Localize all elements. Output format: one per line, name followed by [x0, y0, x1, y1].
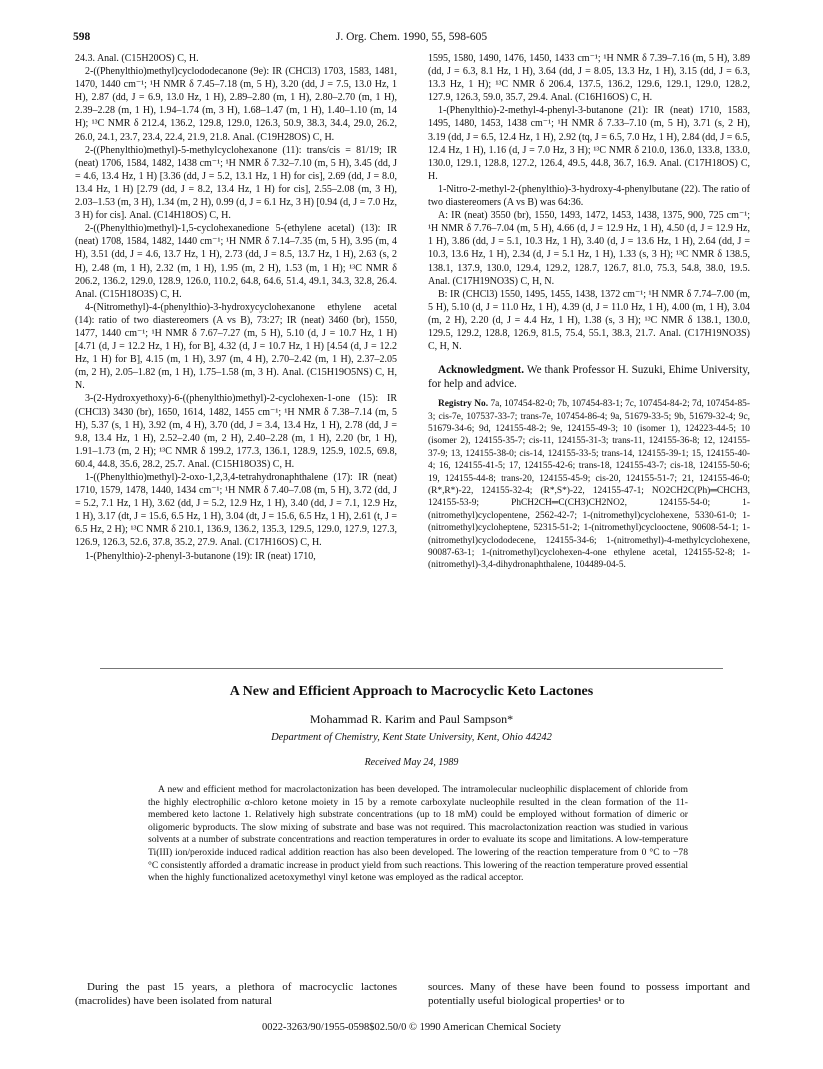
- acknowledgment: [428, 363, 750, 391]
- paragraph: 1-Nitro-2-methyl-2-(phenylthio)-3-hydroxy-4-phenylbutane (22). The ratio of two diastereomers (A vs B) was 64:36.: [428, 183, 750, 209]
- received-date: Received May 24, 1989: [364, 757, 459, 768]
- page-number: 598: [73, 31, 91, 43]
- article-title: A New and Efficient Approach to Macrocyclic Keto Lactones: [229, 684, 594, 699]
- paragraph: 1-(Phenylthio)-2-phenyl-3-butanone (19): IR (neat) 1710,: [85, 550, 316, 562]
- intro-right: sources. Many of these have been found to possess important and potentially useful biological properties¹ or to: [428, 981, 750, 1007]
- copyright-footer: 0022-3263/90/1955-0598$02.50/0 © 1990 American Chemical Society: [261, 1022, 562, 1033]
- registry-text: 7a, 107454-82-0; 7b, 107454-83-1; 7c, 107454-84-2; 7d, 107454-85-3; cis-7e, 107537-33-7; trans-7e, 107454-86-4; 9a, 51679-33-5; 9b, 51679-32-4; 9c, 51679-34-6; 9d, 124155-48-2; 9e, 124155-49-3; 10 (isomer 1), 124223-44-5; 10 (isomer 2), 124155-35-7; cis-11, 124155-31-3; trans-11, 124155-36-8; 12, 124155-37-9; 13, 124155-38-0; cis-14, 124155-33-5; trans-14, 124155-39-1; 15, 124155-40-4; 16, 124155-41-5; 17, 124155-42-6; trans-18, 124155-43-7; cis-18, 124155-50-6; 19, 124155-44-8; trans-20, 124155-45-9; cis-20, 124155-51-7; 21, 124155-46-0; (R*,R*)-22, 124155-32-4; (R*,S*)-22, 124155-47-1; NO2CH2C(Ph)═CHCH3, 124155-53-9; PhCH2CH═C(CH3)CH2NO2, 124155-54-0; 1-(nitromethyl)cyclopentene, 2562-42-7; 1-(nitromethyl)cyclohexene, 5330-61-0; 1-(nitromethyl)cycloheptene, 52315-51-2; 1-(nitromethyl)cyclooctene, 90608-54-1; 1-(nitromethyl)cyclododecene, 124155-34-6; 1-(nitromethyl)-4-methylcyclohexene, 90087-63-1; 1-(nitromethyl)cyclohexen-4-one ethylene acetal, 124155-52-8; 1-(nitromethyl)-3,4-dihydronaphthalene, 104489-04-5.: [428, 399, 750, 571]
- experimental-right-column: [428, 52, 750, 572]
- experimental-left-column: [75, 52, 397, 563]
- running-header: [73, 31, 750, 45]
- acknowledgment-heading: Acknowledgment.: [438, 364, 525, 377]
- registry-heading: Registry No.: [438, 399, 489, 410]
- abstract: A new and efficient method for macrolactonization has been developed. The intramolecular nucleophilic displacement of chloride from the highly electrophilic α-chloro ketone moiety in 15 by a remote carboxylate nucleophile resulted in the clean formation of the 11-membered keto lactone 1. Relatively high substrate concentrations (up to 18 mM) could be employed without formation of dimeric or oligomeric byproducts. The slow mixing of substrate and base was not required. This macrolactonization reaction was studied in various solvents at a number of substrate concentrations and reaction temperatures in order to evaluate its scope and limitations. A low-temperature Ti(III) ion/peroxide induced radical addition reaction has also been developed. The lowering of the reaction temperature from 0 °C to −78 °C consistently afforded a dramatic increase in product yield from such reactions. This lowering of the reaction temperature proved essential when the highly functionalized acetoxymethyl vinyl ketone was employed as the radical acceptor.: [148, 784, 688, 884]
- paragraph: 24.3. Anal. (C15H20OS) C, H.: [75, 53, 199, 64]
- paragraph: A: IR (neat) 3550 (br), 1550, 1493, 1472, 1453, 1438, 1375, 900, 725 cm⁻¹; ¹H NMR δ 7.76–7.04 (m, 5 H), 4.66 (d, J = 12.9 Hz, 1 H), 4.50 (d, J = 12.9 Hz, 1 H), 3.86 (dd, J = 5.1, 10.3 Hz, 1 H), 3.40 (d, J = 13.6 Hz, 1 H), 2.64 (dd, J = 10.3, 13.6 Hz, 1 H), 2.34 (d, J = 5.1 Hz, 1 H), 1.33 (s, 3 H); ¹³C NMR δ 138.5, 138.1, 137.9, 130.0, 129.4, 129.2, 128.7, 126.7, 81.0, 75.3, 54.8, 38.0, 19.5. Anal. (C17H19NO3S) C, H, N.: [428, 210, 750, 287]
- paragraph: B: IR (CHCl3) 1550, 1495, 1455, 1438, 1372 cm⁻¹; ¹H NMR δ 7.74–7.00 (m, 5 H), 5.10 (d, J = 11.0 Hz, 1 H), 4.39 (d, J = 11.0 Hz, 1 H), 4.00 (m, 1 H), 3.04 (m, 2 H), 2.20 (d, J = 4.4 Hz, 1 H), 1.38 (s, 3 H); ¹³C NMR δ 138.1, 130.0, 129.5, 129.2, 128.8, 126.9, 81.5, 75.4, 55.1, 38.3, 21.7. Anal. (C17H19NO3S) C, H, N.: [428, 288, 750, 353]
- paragraph: 2-((Phenylthio)methyl)cyclododecanone (9e): IR (CHCl3) 1703, 1583, 1481, 1470, 1440 cm⁻¹; ¹H NMR δ 7.45–7.18 (m, 5 H), 3.20 (dd, J = 7.5, 13.0 Hz, 1 H), 2.87 (dd, J = 6.9, 13.0 Hz, 1 H), 2.89–2.80 (m, 1 H), 2.80–2.70 (m, 1 H), 2.39–2.28 (m, 1 H), 1.94–1.74 (m, 3 H), 1.68–1.47 (m, 1 H), 1.40–1.10 (m, 14 H); ¹³C NMR δ 212.4, 136.2, 129.8, 129.0, 126.3, 50.9, 38.3, 34.4, 29.0, 26.2, 26.0, 24.1, 23.7, 23.4, 22.4, 21.9, 21.8. Anal. (C19H28OS) C, H.: [75, 66, 397, 143]
- author-affiliation: Department of Chemistry, Kent State University, Kent, Ohio 44242: [271, 732, 552, 743]
- article-authors: Mohammad R. Karim and Paul Sampson*: [309, 712, 514, 726]
- paragraph: 1-((Phenylthio)methyl)-2-oxo-1,2,3,4-tetrahydronaphthalene (17): IR (neat) 1710, 1579, 1478, 1440, 1434 cm⁻¹; ¹H NMR δ 7.40–7.08 (m, 5 H), 3.72 (dd, J = 5.2, 7.1 Hz, 1 H), 3.62 (dd, J = 5.2, 12.9 Hz, 1 H), 3.40 (dd, J = 7.1, 12.9 Hz, 1 H), 3.17 (dt, J = 15.6, 6.5 Hz, 1 H), 3.04 (dt, J = 15.6, 6.5 Hz, 1 H), 2.61 (t, J = 6.5 Hz, 2 H); ¹³C NMR δ 210.1, 136.9, 136.2, 135.3, 129.5, 129.0, 127.9, 127.3, 126.9, 126.3, 52.6, 37.8, 35.2, 27.9. Anal. (C17H16OS) C, H.: [75, 472, 397, 549]
- paragraph: 3-(2-Hydroxyethoxy)-6-((phenylthio)methyl)-2-cyclohexen-1-one (15): IR (CHCl3) 3430 (br), 1650, 1614, 1482, 1455 cm⁻¹; ¹H NMR δ 7.38–7.14 (m, 5 H), 5.37 (s, 1 H), 3.92 (m, 4 H), 3.70 (dd, J = 3.4, 13.4 Hz, 1 H), 2.78 (dd, J = 9.8, 13.4 Hz, 1 H), 2.52–2.40 (m, 2 H), 2.40–2.28 (m, 1 H), 2.20 (br, 1 H), 1.91–1.73 (m, 2 H); ¹³C NMR δ 199.2, 177.3, 136.1, 128.9, 125.9, 102.5, 69.8, 60.4, 44.8, 35.6, 28.2, 25.7. Anal. (C15H18O3S) C, H.: [75, 393, 397, 470]
- intro-left: During the past 15 years, a plethora of macrocyclic lactones (macrolides) have been isolated from natural: [75, 981, 397, 1007]
- paragraph: 2-((Phenylthio)methyl)-5-methylcyclohexanone (11): trans/cis = 81/19; IR (neat) 1706, 1584, 1482, 1438 cm⁻¹; ¹H NMR δ 7.32–7.10 (m, 5 H), 3.45 (dd, J = 4.6, 13.4 Hz, 1 H) [3.36 (dd, J = 5.2, 13.1 Hz, 1 H) for cis], 2.69 (dd, J = 8.0, 13.4 Hz, 1 H) [2.79 (dd, J = 8.2, 13.4 Hz, 1 H) for cis], 2.55–2.08 (m, 3 H), 2.03–1.53 (m, 3 H), 1.34 (m, 2 H), 0.99 (d, J = 6.1 Hz, 3 H) [0.94 (d, J = 7.0 Hz, 3 H) for cis]. Anal. (C14H18OS) C, H.: [75, 144, 397, 222]
- paragraph: 1-(Phenylthio)-2-methyl-4-phenyl-3-butanone (21): IR (neat) 1710, 1583, 1495, 1480, 1453, 1438 cm⁻¹; ¹H NMR δ 7.33–7.10 (m, 5 H), 3.71 (s, 2 H), 3.19 (dd, J = 6.5, 12.4 Hz, 1 H), 2.92 (tq, J = 6.5, 7.0 Hz, 1 H), 2.84 (dd, J = 6.5, 12.4 Hz, 1 H), 1.16 (d, J = 7.0 Hz, 3 H); ¹³C NMR δ 210.0, 136.0, 133.8, 133.0, 130.0, 129.1, 128.8, 127.2, 126.4, 49.5, 44.8, 36.7, 16.9. Anal. (C17H18OS) C, H.: [428, 105, 750, 182]
- registry-numbers: [428, 398, 750, 572]
- paragraph: 1595, 1580, 1490, 1476, 1450, 1433 cm⁻¹; ¹H NMR δ 7.39–7.16 (m, 5 H), 3.89 (dd, J = 6.3, 8.1 Hz, 1 H), 3.64 (dd, J = 8.05, 13.3 Hz, 1 H), 3.15 (dd, J = 6.3, 13.3 Hz, 1 H); ¹³C NMR δ 206.4, 137.5, 136.2, 129.6, 129.1, 129.0, 128.2, 127.9, 126.3, 59.0, 35.7, 29.4. Anal. (C16H16OS) C, H.: [428, 53, 750, 104]
- paragraph: 2-((Phenylthio)methyl)-1,5-cyclohexanedione 5-(ethylene acetal) (13): IR (neat) 1708, 1584, 1482, 1440 cm⁻¹; ¹H NMR δ 7.14–7.35 (m, 5 H), 3.95 (m, 4 H), 3.51 (dd, J = 4.6, 13.7 Hz, 1 H), 2.73 (dd, J = 8.5, 13.7 Hz, 1 H), 2.63 (s, 2 H), 2.48 (m, 1 H), 2.32 (m, 1 H), 1.95 (m, 2 H), 1.53 (m, 1 H); ¹³C NMR δ 206.2, 136.2, 129.0, 128.9, 126.0, 110.2, 64.8, 64.6, 51.4, 49.1, 34.3, 32.8, 26.4. Anal. (C15H18O3S) C, H.: [75, 223, 397, 300]
- paragraph: 4-(Nitromethyl)-4-(phenylthio)-3-hydroxycyclohexanone ethylene acetal (14): ratio of two diastereomers (A vs B), 73:27; IR (neat) 3460 (br), 1550, 1477, 1440 cm⁻¹; ¹H NMR δ 7.67–7.27 (m, 5 H), 5.10 (d, J = 10.7 Hz, 1 H) [4.71 (d, J = 12.2 Hz, 1 H), for B], 4.32 (d, J = 10.7 Hz, 1 H) [4.54 (d, J = 12.2 Hz, 1 H) for B], 4.15 (m, 1 H), 3.97 (m, 4 H), 2.70–2.42 (m, 1 H), 2.37–2.05 (m, 2 H), 2.05–1.82 (m, 1 H), 1.75–1.58 (m, 3 H). Anal. (C15H19O5NS) C, H, N.: [75, 301, 397, 392]
- journal-citation: J. Org. Chem. 1990, 55, 598-605: [335, 31, 488, 43]
- section-divider: [100, 668, 723, 669]
- acknowledgment-text: We thank Professor H. Suzuki, Ehime University, for help and advice.: [428, 364, 750, 391]
